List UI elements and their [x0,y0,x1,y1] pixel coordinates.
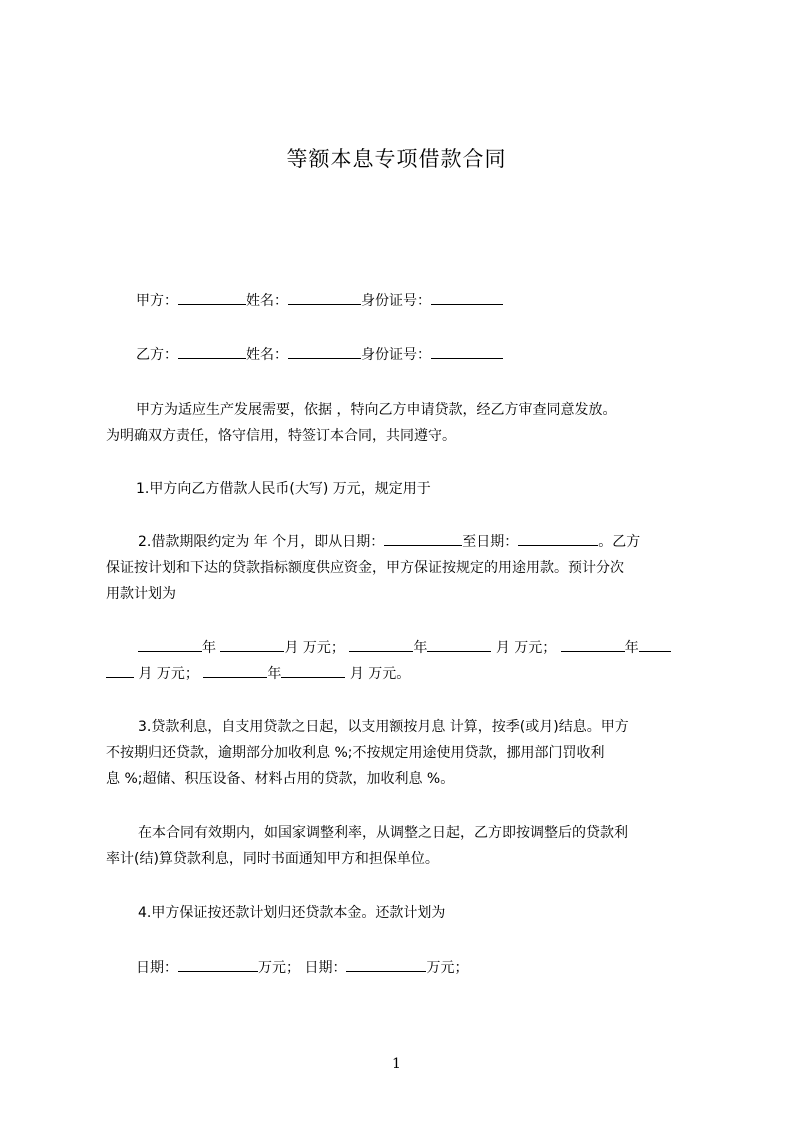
schedule-year-blank-1 [138,639,202,652]
repayment-date-label-2: 日期： [304,960,347,976]
clause-3-line-2: 不按期归还贷款，逾期部分加收利息 %;不按规定用途使用贷款，挪用部门罚收利 [106,745,605,761]
schedule-amount-3: 万元； [156,666,199,682]
document-title: 等额本息专项借款合同 [286,147,507,171]
schedule-month-amount-2: 月 万元； [495,640,557,656]
clause-2-line-3: 用款计划为 [106,586,176,602]
page-number: 1 [392,1056,401,1072]
clause-3-line-1: 3.贷款利息，自支用贷款之日起，以支用额按月息 计算，按季(或月)结息。甲方 [138,719,629,735]
party-a-name-label: 姓名： [246,293,288,309]
schedule-line-2 [106,665,410,683]
party-a-line [136,292,503,310]
repayment-date-label-1: 日期： [136,960,178,976]
party-b-id-blank [431,346,503,359]
party-b-label: 乙方： [136,347,178,363]
intro-line-1: 甲方为适应生产发展需要，依据 ，特向乙方申请贷款，经乙方审查同意发放。 [136,402,617,418]
schedule-month-blank-1 [220,639,284,652]
party-a-label: 甲方： [136,293,178,309]
clause-2-part-3: 。乙方 [598,534,641,550]
party-a-id-label: 身份证号： [361,293,431,309]
party-b-blank [178,346,246,359]
party-a-blank [178,292,246,305]
schedule-year-blank-4 [203,665,267,678]
schedule-month-amount-4: 月 万元。 [349,666,411,682]
schedule-month-3: 月 [138,666,153,682]
repayment-date-blank-1 [178,959,258,972]
repayment-line [136,959,468,977]
party-a-name-blank [288,292,361,305]
clause-1: 1.甲方向乙方借款人民币(大写) 万元，规定用于 [136,481,431,497]
schedule-year-blank-2 [349,639,413,652]
schedule-year-blank-3 [561,639,625,652]
party-b-name-blank [288,346,361,359]
schedule-month-amount-1: 月 万元； [284,640,345,656]
clause-2-line-2: 保证按计划和下达的贷款指标额度供应资金，甲方保证按规定的用途用款。预计分次 [106,560,624,576]
party-b-line [136,346,503,364]
schedule-year-2: 年 [413,640,428,656]
schedule-line-1 [138,639,671,657]
schedule-year-1: 年 [202,640,216,656]
rate-adjust-line-1: 在本合同有效期内，如国家调整利率，从调整之日起，乙方即按调整后的贷款利 [138,825,628,841]
schedule-year-4: 年 [267,666,282,682]
party-b-id-label: 身份证号： [361,347,431,363]
clause-2-part-1: 2.借款期限约定为 年 个月，即从日期： [138,534,385,550]
rate-adjust-line-2: 率计(结)算贷款利息，同时书面通知甲方和担保单位。 [106,851,439,867]
intro-line-2: 为明确双方责任，恪守信用，特签订本合同，共同遵守。 [106,428,456,444]
repayment-amount-1: 万元； [258,960,300,976]
party-b-name-label: 姓名： [246,347,288,363]
schedule-month-blank-4 [281,665,345,678]
repayment-amount-2: 万元； [426,960,469,976]
start-date-blank [384,533,462,546]
party-a-id-blank [431,292,503,305]
end-date-blank [518,533,598,546]
schedule-year-3: 年 [624,640,639,656]
repayment-date-blank-2 [346,959,426,972]
schedule-month-blank-2 [427,639,491,652]
schedule-month-blank-3b [106,665,134,678]
clause-3-line-3: 息 %;超储、积压设备、材料占用的贷款，加收利息 %。 [106,771,455,787]
clause-2-line-1 [138,533,640,551]
clause-4: 4.甲方保证按还款计划归还贷款本金。还款计划为 [138,905,446,921]
schedule-month-blank-3a [639,639,671,652]
clause-2-part-2: 至日期： [462,534,519,550]
